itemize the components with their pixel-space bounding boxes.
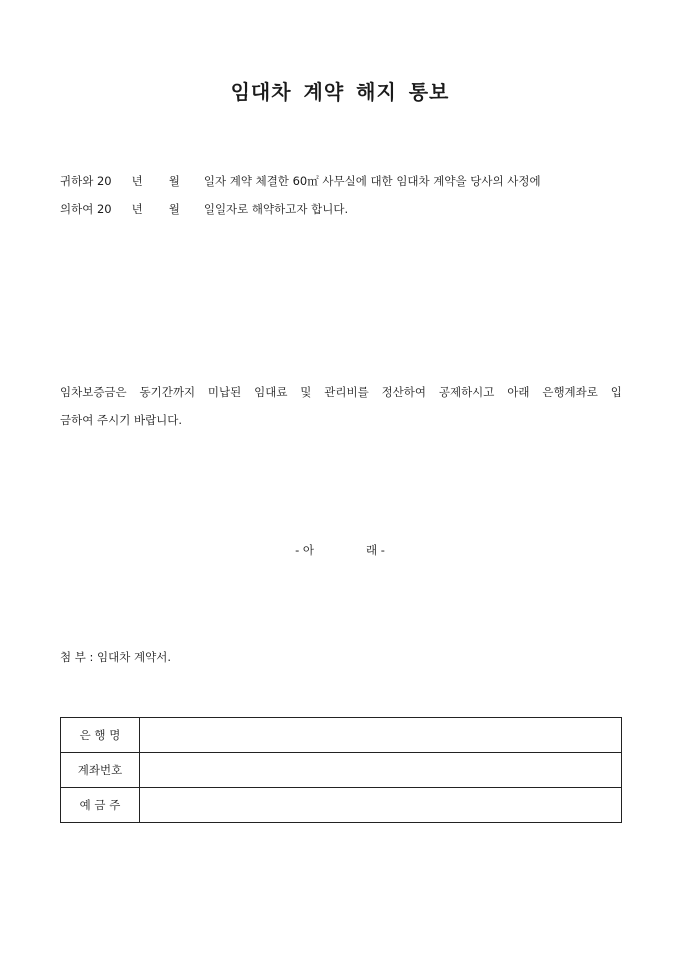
table-row (61, 718, 622, 753)
termination-paragraph (60, 167, 622, 223)
word: 입 (610, 385, 622, 399)
text-segment: 년 (131, 202, 143, 216)
text-segment: 년 (131, 174, 143, 188)
bank-name-label: 은 행 명 (61, 718, 140, 753)
account-number-label: 계좌번호 (61, 753, 140, 788)
word: 은행계좌로 (542, 385, 598, 399)
below-note (0, 539, 680, 561)
document-title: 임대차 계약 해지 통보 (230, 80, 450, 104)
attachment-line: 첨 부 : 임대차 계약서. (60, 650, 172, 664)
paragraph-line (60, 195, 622, 223)
word: 관리비를 (324, 385, 369, 399)
text-segment: 일일자로 해약하고자 합니다. (203, 202, 349, 216)
note-right: 래 - (366, 543, 385, 557)
text-segment: 월 (168, 174, 180, 188)
bank-name-field[interactable] (140, 718, 622, 753)
word: 동기간까지 (139, 385, 196, 399)
word: 미납된 (207, 385, 242, 399)
text-segment: 일자 계약 체결한 60㎡ 사무실에 대한 임대차 계약을 당사의 사정에 (203, 174, 541, 188)
word: 임차보증금은 (60, 385, 127, 399)
text-segment: 귀하와 20 (60, 174, 112, 188)
paragraph-line (60, 167, 622, 195)
word: 및 (300, 385, 312, 399)
text-segment: 의하여 20 (60, 202, 112, 216)
text-segment: 월 (168, 202, 180, 216)
word: 임대료 (254, 385, 288, 399)
note-left: - 아 (295, 543, 314, 557)
table-row (61, 788, 622, 823)
deposit-paragraph (60, 378, 622, 434)
table-row (61, 753, 622, 788)
account-holder-field[interactable] (140, 788, 622, 823)
paragraph-line: 금하여 주시기 바랍니다. (60, 413, 183, 427)
bank-account-table (60, 717, 622, 823)
word: 정산하여 (381, 385, 426, 399)
word: 공제하시고 (438, 385, 495, 399)
account-number-field[interactable] (140, 753, 622, 788)
paragraph-line (60, 378, 622, 406)
word: 아래 (507, 385, 530, 399)
account-holder-label: 예 금 주 (61, 788, 140, 823)
